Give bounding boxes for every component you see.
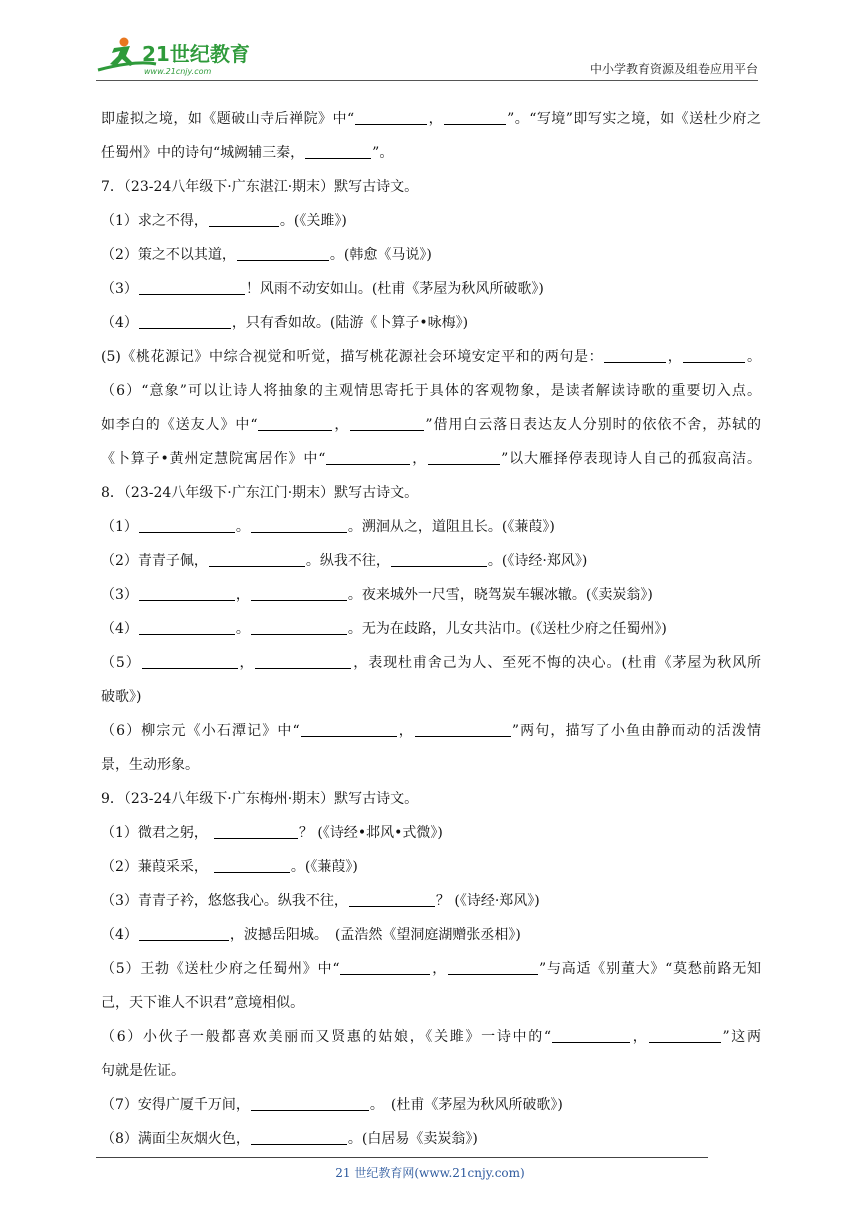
answer-blank[interactable] — [326, 448, 410, 465]
q9-item-8: （8）满面尘灰烟火色， 。(白居易《卖炭翁》) — [101, 1122, 761, 1156]
answer-blank[interactable] — [139, 312, 231, 329]
answer-blank[interactable] — [258, 414, 332, 431]
q8-item-1: （1） 。 。溯洄从之，道阻且长。(《蒹葭》) — [101, 510, 761, 544]
q9-item-5-line-2: 己，天下谁人不识君”意境相似。 — [101, 995, 305, 1011]
answer-blank[interactable] — [139, 516, 235, 533]
answer-blank[interactable] — [305, 142, 371, 159]
footer-divider — [96, 1157, 708, 1158]
svg-text:www.21cnjy.com: www.21cnjy.com — [144, 67, 212, 76]
q8-item-6-line-1: （6）柳宗元《小石潭记》中“ ， ”两句，描写了小鱼由静而动的活泼情 — [101, 714, 761, 748]
svg-text:21世纪教育: 21世纪教育 — [142, 42, 250, 66]
answer-blank[interactable] — [139, 278, 245, 295]
answer-blank[interactable] — [415, 720, 511, 737]
q8-item-4: （4） 。 。无为在歧路，儿女共沾巾。(《送杜少府之任蜀州》) — [101, 612, 761, 646]
answer-blank[interactable] — [428, 448, 500, 465]
answer-blank[interactable] — [552, 1026, 630, 1043]
answer-blank[interactable] — [139, 584, 235, 601]
intro-line-2: 任蜀州》中的诗句“城阙辅三秦， ”。 — [101, 136, 761, 170]
answer-blank[interactable] — [350, 414, 424, 431]
answer-blank[interactable] — [237, 244, 329, 261]
question-9-title: 9．（23-24八年级下·广东梅州·期末）默写古诗文。 — [101, 791, 419, 807]
q9-item-6-line-1: （6）小伙子一般都喜欢美丽而又贤惠的姑娘，《关雎》一诗中的“ ， ”这两 — [101, 1020, 761, 1054]
q8-item-6-line-2: 景，生动形象。 — [101, 757, 199, 773]
answer-blank[interactable] — [139, 924, 229, 941]
q9-item-1: （1）微君之躬， ？ (《诗经•邶风•式微》) — [101, 816, 761, 850]
worksheet-content — [101, 102, 761, 1156]
question-7-title: 7．（23-24八年级下·广东湛江·期末）默写古诗文。 — [101, 179, 419, 195]
answer-blank[interactable] — [444, 108, 506, 125]
q7-item-3: （3） ！风雨不动安如山。(杜甫《茅屋为秋风所破歌》) — [101, 272, 761, 306]
q9-item-2: （2）蒹葭采采， 。(《蒹葭》) — [101, 850, 761, 884]
q9-item-6-line-2: 句就是佐证。 — [101, 1063, 185, 1079]
q7-item-6-line-1: （6）“意象”可以让诗人将抽象的主观情思寄托于具体的客观物象，是读者解读诗歌的重要切入点。 — [101, 383, 761, 399]
q9-item-3: （3）青青子衿，悠悠我心。纵我不往， ？ (《诗经·郑风》) — [101, 884, 761, 918]
answer-blank[interactable] — [255, 652, 351, 669]
page-footer: 21 世纪教育网(www.21cnjy.com) — [335, 1166, 525, 1180]
q7-item-4: （4） ，只有香如故。(陆游《卜算子•咏梅》) — [101, 306, 761, 340]
q7-item-2: （2）策之不以其道， 。(韩愈《马说》) — [101, 238, 761, 272]
answer-blank[interactable] — [448, 958, 538, 975]
q7-item-6-line-2: 如李白的《送友人》中“ ， ”借用白云落日表达友人分别时的依依不舍，苏轼的 — [101, 408, 761, 442]
answer-blank[interactable] — [251, 618, 347, 635]
q9-item-7: （7）安得广厦千万间， 。 (杜甫《茅屋为秋风所破歌》) — [101, 1088, 761, 1122]
answer-blank[interactable] — [209, 550, 305, 567]
header-divider — [96, 80, 758, 81]
q9-item-4: （4） ，波撼岳阳城。 (孟浩然《望洞庭湖赠张丞相》) — [101, 918, 761, 952]
q8-item-3: （3） ， 。夜来城外一尺雪，晓驾炭车辗冰辙。(《卖炭翁》) — [101, 578, 761, 612]
question-8-title: 8．（23-24八年级下·广东江门·期末）默写古诗文。 — [101, 485, 419, 501]
answer-blank[interactable] — [649, 1026, 721, 1043]
page-header — [96, 34, 758, 80]
answer-blank[interactable] — [251, 1094, 369, 1111]
answer-blank[interactable] — [391, 550, 487, 567]
q8-item-2: （2）青青子佩， 。纵我不往， 。(《诗经·郑风》) — [101, 544, 761, 578]
q9-item-5-line-1: （5）王勃《送杜少府之任蜀州》中“ ， ”与高适《别董大》“莫愁前路无知 — [101, 952, 761, 986]
q7-item-6-line-3: 《卜算子•黄州定慧院寓居作》中“ ， ”以大雁择停表现诗人自己的孤寂高洁。 — [101, 442, 761, 476]
answer-blank[interactable] — [251, 584, 347, 601]
answer-blank[interactable] — [349, 890, 435, 907]
answer-blank[interactable] — [214, 822, 298, 839]
q7-item-1: （1）求之不得， 。(《关雎》) — [101, 204, 761, 238]
site-logo — [96, 34, 266, 78]
answer-blank[interactable] — [340, 958, 430, 975]
intro-line-1: 即虚拟之境，如《题破山寺后禅院》中“ ， ”。“写境”即写实之境，如《送杜少府之 — [101, 102, 761, 136]
answer-blank[interactable] — [251, 516, 347, 533]
q8-item-5-line-1: （5） ， ，表现杜甫舍己为人、至死不悔的决心。(杜甫《茅屋为秋风所 — [101, 646, 761, 680]
answer-blank[interactable] — [355, 108, 427, 125]
platform-name: 中小学教育资源及组卷应用平台 — [589, 62, 758, 76]
answer-blank[interactable] — [214, 856, 290, 873]
q8-item-5-line-2: 破歌》) — [101, 689, 142, 705]
answer-blank[interactable] — [142, 652, 238, 669]
answer-blank[interactable] — [209, 210, 279, 227]
q7-item-5: (5)《桃花源记》中综合视觉和听觉，描写桃花源社会环境安定平和的两句是： ， 。 — [101, 340, 761, 374]
answer-blank[interactable] — [301, 720, 397, 737]
answer-blank[interactable] — [604, 346, 666, 363]
answer-blank[interactable] — [251, 1128, 347, 1145]
answer-blank[interactable] — [139, 618, 235, 635]
answer-blank[interactable] — [683, 346, 745, 363]
